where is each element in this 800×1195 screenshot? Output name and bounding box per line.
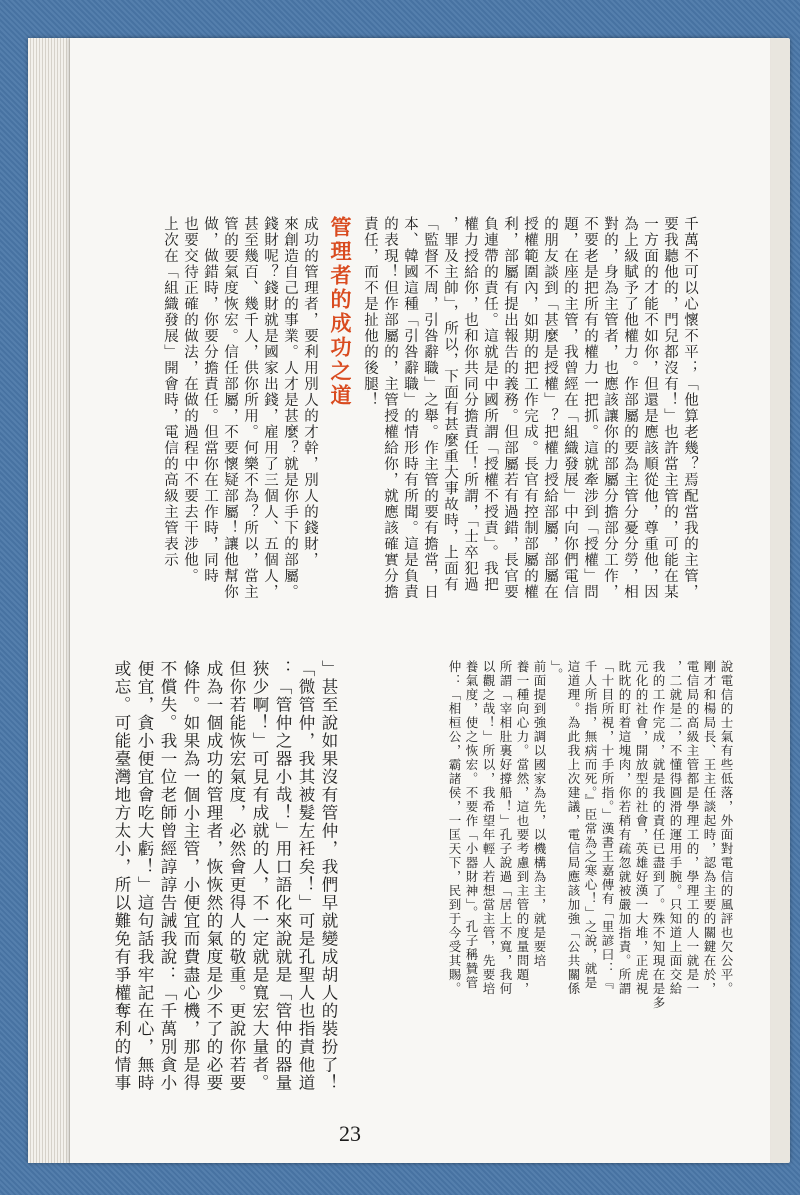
top-text-block [160,216,700,656]
text-column: 要我聽他的，門兒都沒有！」也許當主管的，可能在某 [662,216,678,600]
text-column: 前面提到強調以國家為先，以機構為主，就是要培 [532,660,547,968]
text-column: 不償失。我一位老師曾經諄諄告誡我說：「千萬別貪小 [158,660,177,1092]
text-column: 「十目所視，十手所指。」漢書王嘉傳有「里諺曰：『 [600,660,615,990]
text-column: 以觀之哉！」所以，我希望年輕人若想當主管，先要培 [481,660,496,996]
text-column: 元化的社會，開放型的社會，英雄好漢一大堆，正虎視 [634,660,649,996]
text-column: 我的工作完成，就是我的責任已盡到了。殊不知現在是多 [651,660,666,1010]
text-column: 千人所指，無病而死。』臣常為之寒心！」之說，就是 [583,660,598,990]
text-column: 成功的管理者，要利用別人的才幹，別人的錢財， [302,216,318,568]
text-column: 本、韓國這種「引咎辭職」的情形時有所聞。這是負責 [402,216,418,600]
bottom-left-text-block [110,660,340,1100]
text-column: 這道理。為此我上次建議，電信局應該加強「公共關係 [566,660,581,996]
text-column: 電信局的高級主管都是學理工的，學理工的人一就是一 [685,660,700,996]
text-column: 說電信的士氣有些低落，外面對電信的風評也欠公平。 [719,660,734,996]
text-column: 」甚至說如果沒有管仲，我們早就變成胡人的裝扮了！ [319,660,338,1092]
text-column: 一方面的才能不如你，但還是應該順從他，尊重他，因 [642,216,658,600]
text-column: 條件。如果為一個小主管，小便宜而費盡心機，那是得 [181,660,200,1092]
text-column: 來創造自己的事業。人才是甚麼？就是你手下的部屬。 [282,216,298,600]
text-column: 的朋友談到「甚麼是授權」？把權力授給部屬，部屬在 [542,216,558,600]
text-column: 為上級賦予了他權力。作部屬的要為主管分憂分勞，相 [622,216,638,600]
text-column: 成為一個成功的管理者，恢恢然的氣度是少不了的必要 [204,660,223,1092]
text-column: 便宜，貪小便宜會吃大虧！」這句話我牢記在心，無時 [135,660,154,1092]
text-column: 眈眈的盯着這塊肉，你若稍有疏忽就被嚴加指責。所謂 [617,660,632,996]
text-column: 但你若能恢宏氣度，必然會更得人的敬重。更說你若要 [227,660,246,1092]
text-column: 也要交待正確的做法，在做的過程中不要去干涉他。 [182,216,198,584]
text-column: ：「管仲之器小哉！」用口語化來說就是「管仲的器量 [273,660,292,1092]
text-column: 剛才和楊局長、王主任談起時，認為主要的關鍵在於， [702,660,717,996]
text-column: 或忘。可能臺灣地方太小，所以難免有爭權奪利的情事 [112,660,131,1092]
text-column: 「監督不周，引咎辭職」之舉。作主管的要有擔當，日 [422,216,438,600]
text-column: 仲：「相桓公，霸諸侯，一匡天下，民到于今受其賜。 [447,660,462,996]
text-column: 管的要氣度恢宏。信任部屬，不要懷疑部屬！讓他幫你 [222,216,238,600]
text-column: 做，做錯時，你要分擔責任。但當你在工作時，同時 [202,216,218,584]
text-column: 利，部屬有提出報告的義務。但部屬若有過錯，長官要 [502,216,518,600]
text-column: 負連帶的責任。這就是中國所謂「授權不授責」。我把 [482,216,498,593]
text-column: ，罪及主帥」，所以，下面有甚麼重大事故時，上面有 [442,216,458,593]
section-heading: 管理者的成功之道 [328,216,352,408]
text-column: 的表現！但作部屬的，主管授權給你，就應該確實分擔 [382,216,398,600]
text-column: ，二就是二，不懂得圓滑的運用手腕。只知道上面交給 [668,660,683,996]
text-column: 上次在「組織發展」開會時，電信的高級主管表示 [162,216,178,568]
text-column: 養一種向心力。當然，這也要考慮到主管的度量問題， [515,660,530,996]
text-column: 授權範圍內，如期的把工作完成。長官有控制部屬的權 [522,216,538,600]
text-column: 題，在座的主管，我曾經在「組織發展」中向你們電信 [562,216,578,600]
text-column: 「微管仲，我其被髮左衽矣！」可是孔聖人也指責他道 [296,660,315,1092]
text-column: 養氣度，使之恢宏。不要作「小器財神」。孔子稱贊管 [464,660,479,990]
text-column: 甚至幾百、幾千人，供你所用。何樂不為？所以，當主 [242,216,258,600]
text-column: 權力授給你，也和你共同分擔責任！所謂，「士卒犯過 [462,216,478,593]
text-column: 千萬不可以心懷不平；「他算老幾？焉配當我的主管， [682,216,698,600]
text-column: 」。 [549,660,564,682]
page-number: 23 [339,1121,361,1146]
text-column: 所謂「宰相肚裏好撐船！」孔子說過「居上不寬，我何 [498,660,513,996]
text-column: 不要老是把所有的權力一把抓。這就牽涉到「授權」問 [582,216,598,600]
text-column: 對的，身為主管者，也應該讓你的部屬分擔部分工作， [602,216,618,600]
text-column: 錢財呢？錢財就是國家出錢，雇用了三個人、五個人， [262,216,278,600]
book-page [70,38,770,1163]
text-column: 責任，而不是扯他的後腿！ [362,216,378,408]
bottom-right-text-block [446,660,735,1100]
text-column: 狹少啊！」可見有成就的人，不一定就是寬宏大量者。 [250,660,269,1092]
